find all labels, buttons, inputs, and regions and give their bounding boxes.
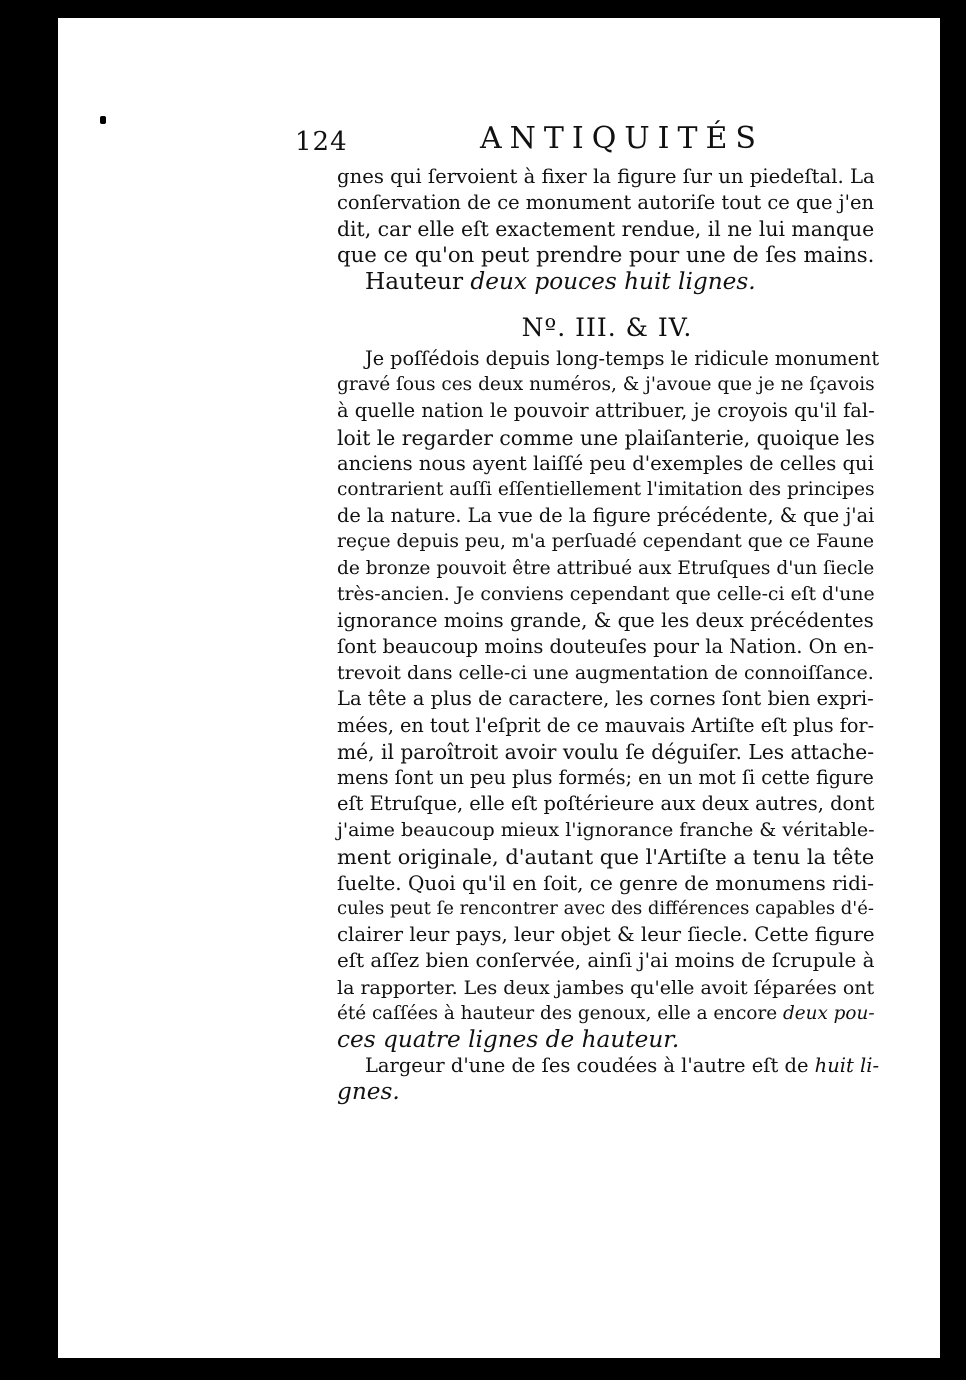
text-line: clairer leur pays, leur objet & leur ſiecle. Cette figure bbox=[337, 923, 875, 947]
text-line: La tête a plus de caractere, les cornes ſont bien expri- bbox=[337, 687, 874, 711]
text-line: loit le regarder comme une plaiſanterie, quoique les bbox=[337, 425, 875, 450]
main-paragraph bbox=[337, 346, 880, 1106]
text-line: ignorance moins grande, & que les deux précédentes bbox=[337, 608, 874, 632]
text-line: ſont beaucoup moins douteuſes pour la Nation. On en- bbox=[337, 635, 874, 659]
text-line bbox=[337, 1027, 877, 1053]
largeur-text: Largeur d'une de ſes coudées à l'autre eſt de bbox=[365, 1054, 815, 1078]
largeur-italic-end: gnes. bbox=[337, 1078, 400, 1106]
text-line bbox=[337, 1079, 877, 1105]
page-binding-edge bbox=[40, 18, 58, 1358]
italic-segment: ces quatre lignes de hauteur. bbox=[337, 1025, 680, 1053]
text-line: gnes qui ſervoient à fixer la figure ſur un piedeſtal. La bbox=[337, 165, 875, 188]
hauteur-value: deux pouces huit lignes. bbox=[470, 267, 756, 295]
text-line: conſervation de ce monument autoriſe tout ce que j'en bbox=[337, 191, 875, 215]
running-title: ANTIQUITÉS bbox=[480, 121, 764, 156]
paragraph-continuation bbox=[337, 164, 877, 295]
hauteur-lead: Hauteur bbox=[365, 267, 471, 295]
section-heading: Nº. III. & IV. bbox=[521, 313, 693, 342]
text-line: de bronze pouvoit être attribué aux Etruſques d'un ſiecle bbox=[337, 557, 875, 579]
text-line: ſuelte. Quoi qu'il en ſoit, ce genre de monumens ridi- bbox=[337, 870, 874, 895]
text-line: eſt aſſez bien conſervée, ainſi j'ai moins de ſcrupule à bbox=[337, 949, 875, 973]
page-header bbox=[295, 121, 775, 165]
text-line: mées, en tout l'eſprit de ce mauvais Artiſte eſt plus for- bbox=[337, 713, 875, 737]
text-line: gravé ſous ces deux numéros, & j'avoue que je ne ſçavois bbox=[337, 374, 875, 396]
text-line: très-ancien. Je conviens cependant que celle-ci eſt d'une bbox=[337, 583, 875, 605]
text-line: eſt Etruſque, elle eſt poſtérieure aux deux autres, dont bbox=[337, 792, 875, 816]
text-line: à quelle nation le pouvoir attribuer, je croyois qu'il fal- bbox=[337, 399, 875, 423]
text-line: dit, car elle eſt exactement rendue, il ne lui manque bbox=[337, 217, 875, 242]
text-line bbox=[337, 1001, 877, 1027]
largeur-line bbox=[337, 1053, 880, 1079]
book-page bbox=[40, 18, 940, 1358]
text-line: anciens nous ayent laiſſé peu d'exemples de celles qui bbox=[337, 451, 874, 475]
text-line: Je poſſédois depuis long-temps le ridicule monument bbox=[365, 347, 880, 370]
text-line: mé, il paroîtroit avoir voulu ſe déguiſer. Les attache- bbox=[337, 739, 875, 764]
text-line: mens ſont un peu plus formés; en un mot ſi cette figure bbox=[337, 766, 874, 789]
largeur-italic: huit li- bbox=[814, 1054, 880, 1078]
text-line: de la nature. La vue de la figure précédente, & que j'ai bbox=[337, 504, 875, 528]
text-line: que ce qu'on peut prendre pour une de ſes mains. bbox=[337, 242, 875, 268]
text-line: cules peut ſe rencontrer avec des différences capables d'é- bbox=[337, 897, 874, 919]
page-number: 124 bbox=[295, 127, 348, 157]
text-line: reçue depuis peu, m'a perſuadé cependant que ce Faune bbox=[337, 531, 875, 553]
text-line: ment originale, d'autant que l'Artiſte a tenu la tête bbox=[337, 844, 875, 869]
text-line: contrarient auſſi eſſentiellement l'imitation des principes bbox=[337, 478, 875, 500]
italic-segment: deux pou- bbox=[783, 1002, 875, 1024]
text-line: j'aime beaucoup mieux l'ignorance franche & véritable- bbox=[337, 819, 875, 842]
text-line: trevoit dans celle-ci une augmentation de connoiſſance. bbox=[337, 662, 874, 685]
text-line: la rapporter. Les deux jambes qu'elle avoit ſéparées ont bbox=[337, 976, 875, 999]
ink-mark bbox=[100, 116, 106, 124]
text-segment: été caſſées à hauteur des genoux, elle a encore bbox=[337, 1002, 783, 1024]
hauteur-line bbox=[337, 269, 877, 295]
